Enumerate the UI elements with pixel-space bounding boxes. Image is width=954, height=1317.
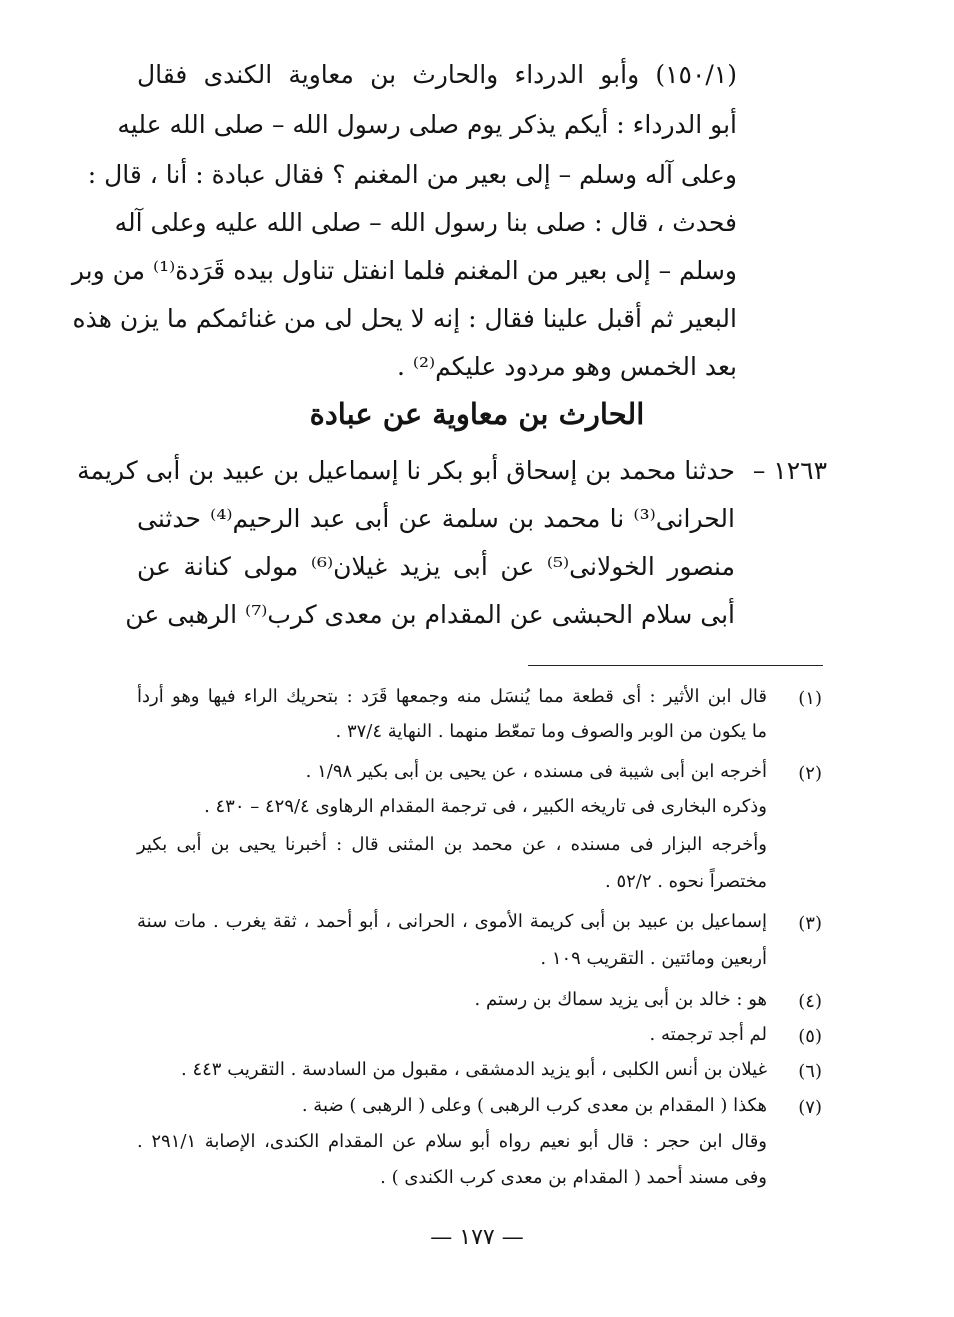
hadith-line: أبى سلام الحبشى عن المقدام بن معدى كرب⁽⁷⁾ الرهبى عن bbox=[125, 600, 735, 629]
footnote-line: مختصراً نحوه . ٥٢/٢ . bbox=[604, 871, 767, 892]
main-line: (١٥٠/١) وأبو الدرداء والحارث بن معاوية الكندى فقال bbox=[137, 60, 737, 89]
main-line: فحدث ، قال : صلى بنا رسول الله – صلى الله عليه وعلى آله bbox=[114, 208, 737, 237]
main-line: بعد الخمس وهو مردود عليكم⁽²⁾ . bbox=[396, 352, 737, 381]
footnote-marker: (٧) bbox=[798, 1097, 822, 1118]
footnote-line: وفى مسند أحمد ( المقدام بن معدى كرب الكندى ) . bbox=[380, 1167, 767, 1188]
footnote-line: هكذا ( المقدام بن معدى كرب الرهبى ) وعلى ( الرهبى ) ضبة . bbox=[301, 1095, 767, 1116]
footnote-marker: (٢) bbox=[798, 763, 822, 784]
footnote-marker: (٥) bbox=[798, 1026, 822, 1047]
footnote-line: أربعين ومائتين . التقريب ١٠٩ . bbox=[540, 948, 767, 969]
hadith-number: ١٢٦٣ – bbox=[752, 456, 827, 485]
hadith-line: حدثنا محمد بن إسحاق أبو بكر نا إسماعيل بن عبيد بن أبى كريمة bbox=[77, 456, 735, 485]
hadith-line: منصور الخولانى⁽⁵⁾ عن أبى يزيد غيلان⁽⁶⁾ مولى كنانة عن bbox=[137, 552, 735, 581]
footnote-separator bbox=[528, 665, 823, 666]
footnote-line: ما يكون من الوبر والصوف وما تمعّط منهما . النهاية ٣٧/٤ . bbox=[335, 721, 767, 742]
page-number: — ١٧٧ — bbox=[430, 1225, 524, 1250]
footnote-marker: (٤) bbox=[798, 991, 822, 1012]
hadith-line: الحرانى⁽³⁾ نا محمد بن سلمة عن أبى عبد الرحيم⁽⁴⁾ حدثنى bbox=[137, 504, 735, 533]
main-line: البعير ثم أقبل علينا فقال : إنه لا يحل لى من غنائمكم ما يزن هذه bbox=[72, 304, 737, 333]
footnote-line: غيلان بن أنس الكلبى ، أبو يزيد الدمشقى ، مقبول من السادسة . التقريب ٤٤٣ . bbox=[181, 1059, 767, 1080]
footnote-line: لم أجد ترجمته . bbox=[649, 1024, 767, 1045]
main-line: وسلم – إلى بعير من المغنم فلما انفتل تناول بيده قَرَدة⁽¹⁾ من وبر bbox=[71, 256, 737, 285]
main-line: وعلى آله وسلم – إلى بعير من المغنم ؟ فقال عبادة : أنا ، قال : bbox=[87, 160, 737, 189]
footnote-line: وذكره البخارى فى تاريخه الكبير ، فى ترجمة المقدام الرهاوى ٤٢٩/٤ – ٤٣٠ . bbox=[204, 796, 767, 817]
footnote-line: هو : خالد بن أبى يزيد سماك بن رستم . bbox=[474, 989, 767, 1010]
footnote-line: إسماعيل بن عبيد بن أبى كريمة الأموى ، الحرانى ، أبو أحمد ، ثقة يغرب . مات سنة bbox=[137, 911, 767, 932]
section-title: الحارث بن معاوية عن عبادة bbox=[309, 397, 645, 431]
footnote-marker: (١) bbox=[798, 688, 822, 709]
footnote-line: أخرجه ابن أبى شيبة فى مسنده ، عن يحيى بن أبى بكير ١/٩٨ . bbox=[305, 761, 767, 782]
footnote-line: قال ابن الأثير : أى قطعة مما يُنسَل منه وجمعها قَرَد : بتحريك الراء فيها وهو أردأ bbox=[137, 686, 767, 707]
footnote-marker: (٣) bbox=[798, 913, 822, 934]
footnote-line: وأخرجه البزار فى مسنده ، عن محمد بن المثنى قال : أخبرنا يحيى بن أبى بكير bbox=[137, 834, 767, 855]
footnote-line: وقال ابن حجر : قال أبو نعيم رواه أبو سلام عن المقدام الكندى، الإصابة ٢٩١/١ . bbox=[137, 1131, 767, 1152]
main-line: أبو الدرداء : أيكم يذكر يوم صلى رسول الله – صلى الله عليه bbox=[117, 110, 737, 139]
footnote-marker: (٦) bbox=[798, 1061, 822, 1082]
